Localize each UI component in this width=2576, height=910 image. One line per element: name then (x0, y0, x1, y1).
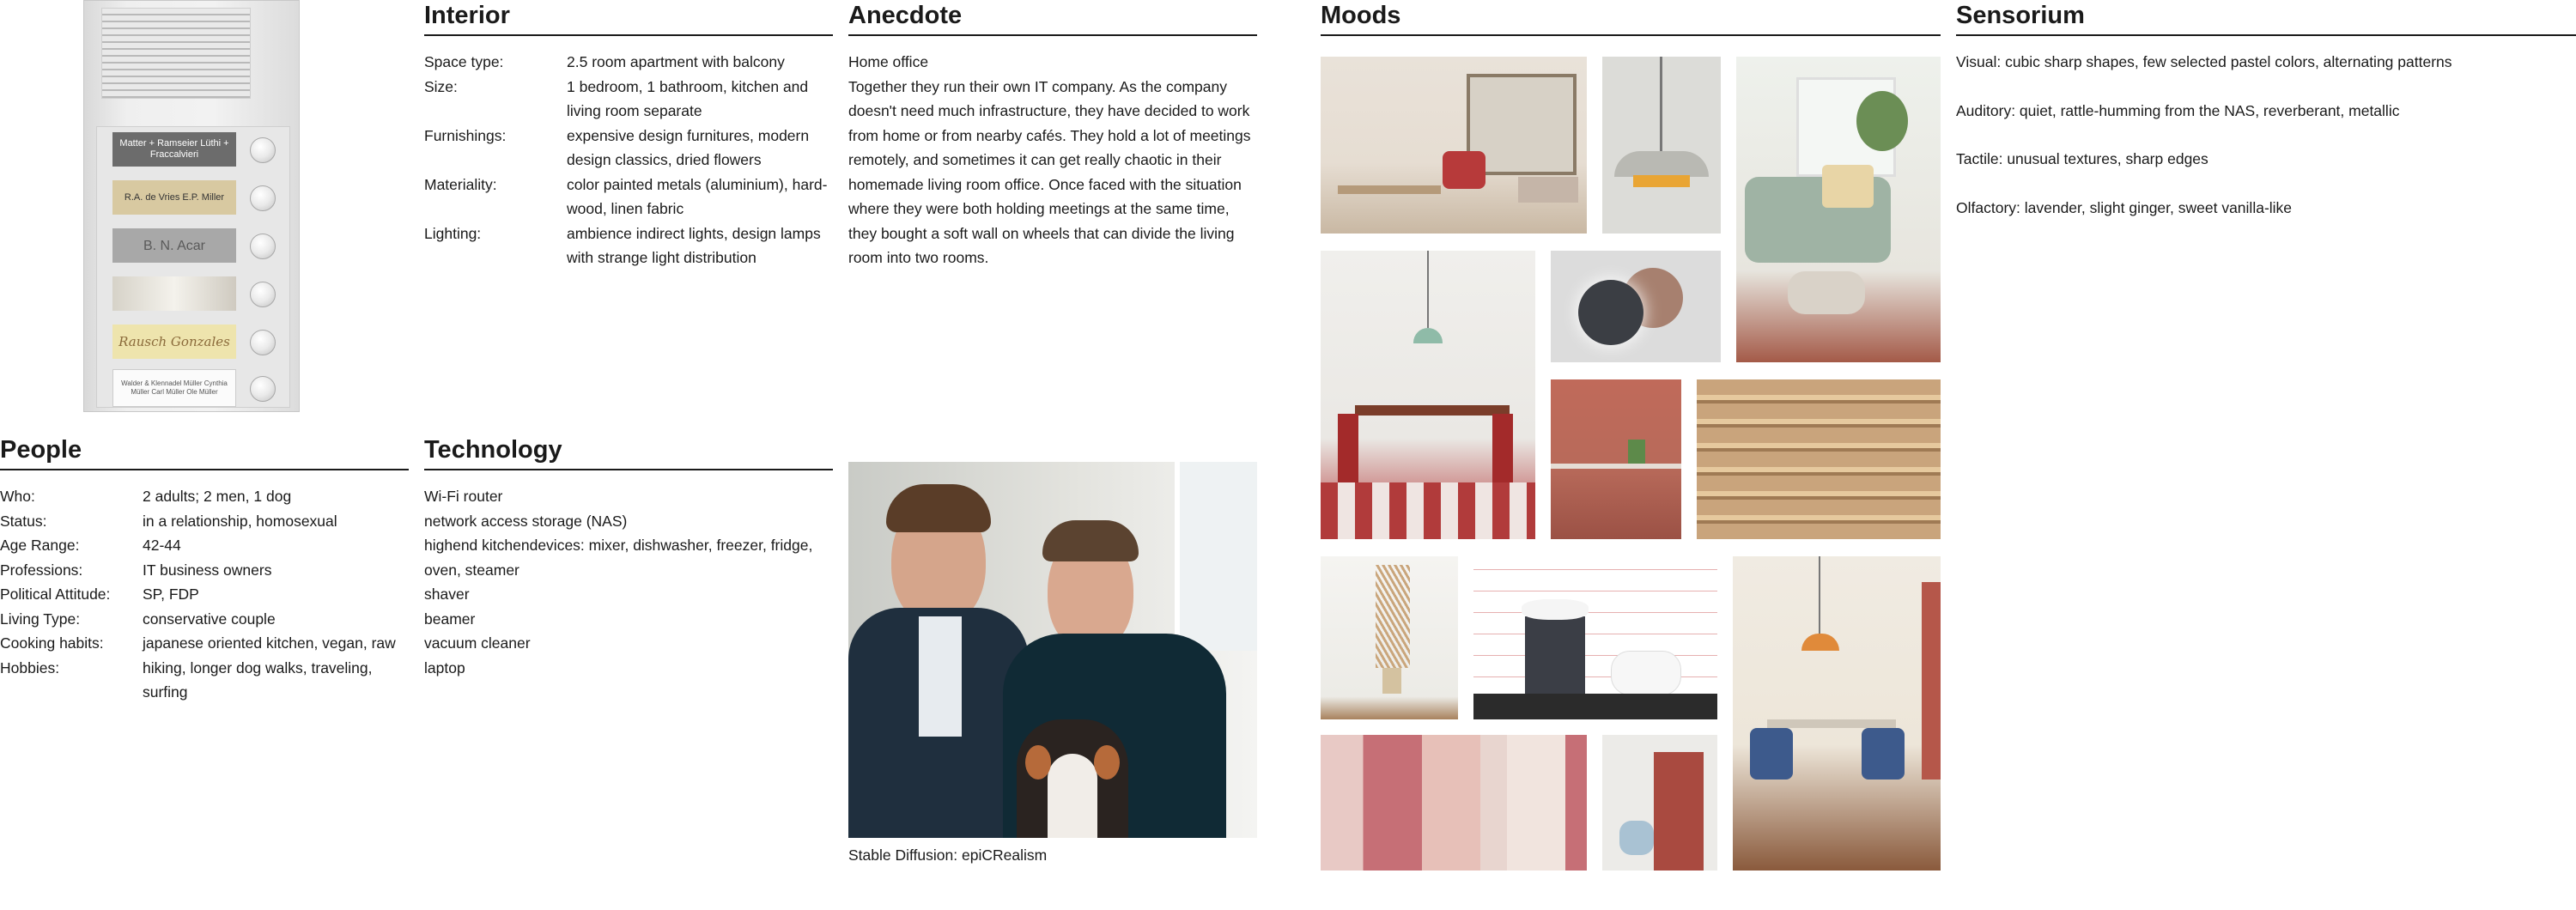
people-label: Hobbies: (0, 658, 60, 676)
technology-item: shaver (424, 585, 470, 603)
people-value: japanese oriented kitchen, vegan, raw (143, 634, 396, 652)
mood-kitchen-image (1551, 379, 1681, 539)
interior-value: ambience indirect lights, design lamps with strange light distribution (567, 224, 821, 266)
name-tag: R.A. de Vries E.P. Miller (112, 180, 236, 215)
sensorium-auditory: Auditory: quiet, rattle-humming from the NAS, reverberant, metallic (1956, 101, 2400, 119)
name-tag: Matter + Ramseier Lüthi + Fraccalvieri (112, 132, 236, 167)
bell-button-icon (250, 282, 276, 307)
anecdote-section (848, 0, 1257, 270)
technology-list (424, 484, 833, 680)
name-tag: B. N. Acar (112, 228, 236, 263)
people-title: People (0, 434, 409, 470)
bell-button-icon (250, 330, 276, 355)
sensorium-section (1956, 0, 2576, 220)
couple-portrait-image (848, 462, 1257, 838)
anecdote-text: Together they run their own IT company. As the company doesn't need much infrastructure, they have decided to work from home or from nearby cafés. They hold a lot of meetings remotely, and sometimes it can get really chaotic in their homemade living room office. Once faced with the situation where they were both holding meetings at the same time, they bought a soft wall on wheels that can divide the living room into two rooms. (848, 77, 1251, 266)
bell-plate (96, 126, 290, 408)
anecdote-title: Anecdote (848, 0, 1257, 36)
interior-value: 2.5 room apartment with balcony (567, 53, 785, 70)
people-list (0, 484, 409, 705)
interior-list (424, 50, 833, 270)
technology-section (424, 434, 833, 680)
technology-title: Technology (424, 434, 833, 470)
name-tag: Walder & Klennadel Müller Cynthia Müller Carl Müller Ole Müller (112, 369, 236, 407)
people-section (0, 434, 409, 705)
mood-dried-flowers-image (1321, 556, 1458, 719)
mood-wall-lamp-image (1551, 251, 1721, 362)
people-value: conservative couple (143, 610, 276, 628)
sensorium-olfactory: Olfactory: lavender, slight ginger, sweet vanilla-like (1956, 198, 2293, 216)
interior-label: Size: (424, 77, 458, 95)
mood-wood-slats-image (1697, 379, 1941, 539)
people-value: 2 adults; 2 men, 1 dog (143, 488, 292, 505)
people-value: 42-44 (143, 537, 181, 554)
moods-title: Moods (1321, 0, 1941, 36)
mood-pendant-lamp-image (1602, 57, 1721, 234)
mood-dining-room-image (1321, 251, 1535, 539)
technology-item: vacuum cleaner (424, 634, 531, 652)
people-value: IT business owners (143, 561, 272, 579)
interior-title: Interior (424, 0, 833, 36)
anecdote-subtitle: Home office (848, 53, 929, 70)
sensorium-title: Sensorium (1956, 0, 2576, 36)
technology-item: Wi-Fi router (424, 488, 503, 505)
interior-label: Lighting: (424, 224, 482, 242)
interior-value: color painted metals (aluminium), hard-wood, linen fabric (567, 175, 828, 217)
people-value: hiking, longer dog walks, traveling, surfing (143, 658, 373, 701)
people-label: Who: (0, 488, 35, 505)
technology-item: network access storage (NAS) (424, 512, 628, 530)
bell-button-icon (250, 376, 276, 402)
bell-button-icon (250, 185, 276, 211)
people-label: Professions: (0, 561, 83, 579)
interior-label: Materiality: (424, 175, 497, 193)
mood-sofa-dog-image (1736, 57, 1941, 362)
people-label: Living Type: (0, 610, 81, 628)
people-value: SP, FDP (143, 585, 199, 603)
mood-dining-chairs-image (1733, 556, 1941, 871)
people-label: Status: (0, 512, 47, 530)
mood-red-wall-chair-image (1602, 735, 1717, 871)
speaker-grille (101, 8, 251, 99)
sensorium-visual: Visual: cubic sharp shapes, few selected pastel colors, alternating patterns (1956, 53, 2452, 70)
photo-caption: Stable Diffusion: epiCRealism (848, 846, 1048, 864)
interior-value: 1 bedroom, 1 bathroom, kitchen and living room separate (567, 77, 809, 119)
people-label: Political Attitude: (0, 585, 111, 603)
name-tag: Rausch Gonzales (112, 325, 236, 359)
moods-section (1321, 0, 1941, 36)
technology-item: laptop (424, 658, 465, 676)
bell-button-icon (250, 137, 276, 163)
mood-living-room-image (1321, 57, 1587, 234)
technology-item: highend kitchendevices: mixer, dishwasher, freezer, fridge, oven, steamer (424, 537, 813, 579)
interior-value: expensive design furnitures, modern design classics, dried flowers (567, 126, 810, 168)
name-tag (112, 276, 236, 311)
people-label: Age Range: (0, 537, 80, 554)
people-value: in a relationship, homosexual (143, 512, 337, 530)
people-label: Cooking habits: (0, 634, 104, 652)
technology-item: beamer (424, 610, 476, 628)
interior-section (424, 0, 833, 270)
bell-button-icon (250, 234, 276, 259)
interior-label: Furnishings: (424, 126, 507, 144)
interior-label: Space type: (424, 53, 504, 70)
doorbell-panel-image (83, 0, 300, 412)
sensorium-tactile: Tactile: unusual textures, sharp edges (1956, 150, 2208, 167)
mood-pastel-stripes-image (1321, 735, 1587, 871)
mood-bathroom-image (1473, 556, 1717, 719)
